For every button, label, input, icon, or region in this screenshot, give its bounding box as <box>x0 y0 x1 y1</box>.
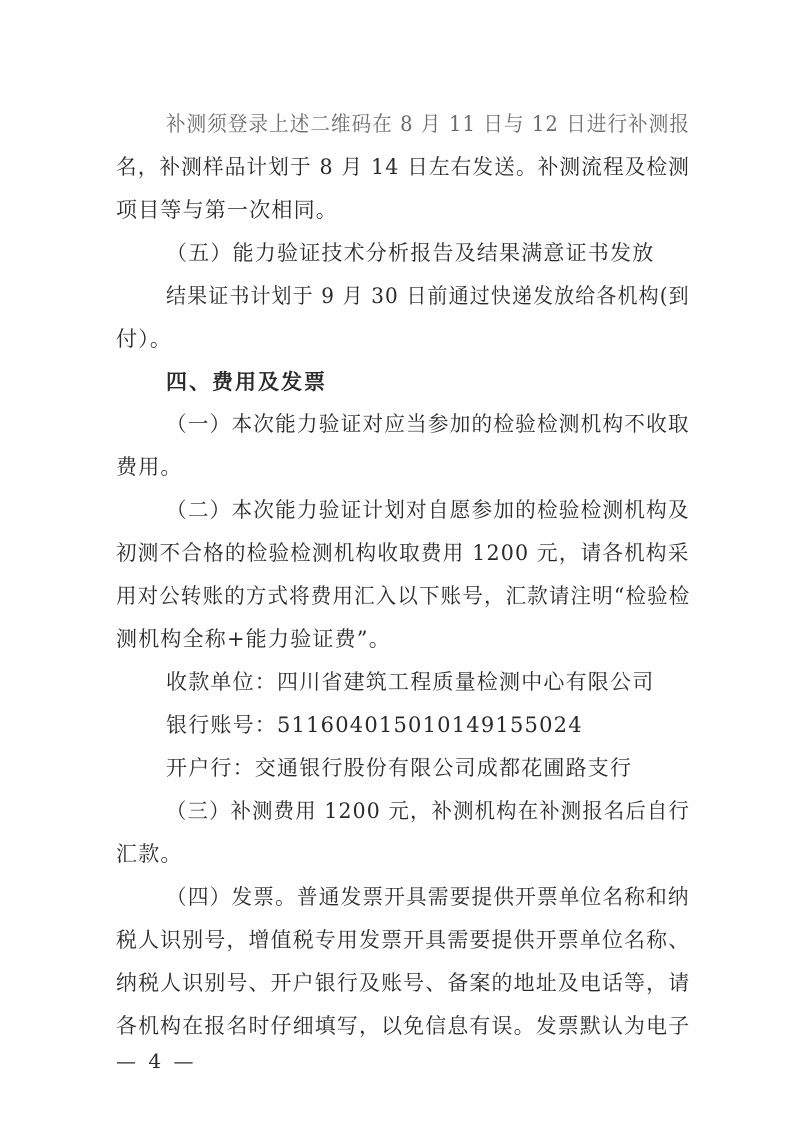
page-number: — 4 — <box>116 1049 197 1073</box>
text-line: 各机构在报名时仔细填写，以免信息有误。发票默认为电子 <box>116 1014 691 1038</box>
text-line: 补测须登录上述二维码在 8 月 11 日与 12 日进行补测报 <box>166 112 691 136</box>
text-line: 结果证书计划于 9 月 30 日前通过快递发放给各机构(到 <box>166 284 690 308</box>
text-line: （三）补测费用 1200 元，补测机构在补测报名后自行 <box>166 799 690 823</box>
text-line: （四）发票。普通发票开具需要提供开票单位名称和纳 <box>166 885 690 909</box>
bank-branch-line: 开户行：交通银行股份有限公司成都花圃路支行 <box>166 756 633 780</box>
text-line: 项目等与第一次相同。 <box>116 198 338 222</box>
text-line: 名，补测样品计划于 8 月 14 日左右发送。补测流程及检测 <box>116 155 691 179</box>
text-line: 付）。 <box>116 327 173 351</box>
text-line: （二）本次能力验证计划对自愿参加的检验检测机构及 <box>166 498 690 522</box>
section-heading: （五）能力验证技术分析报告及结果满意证书发放 <box>166 241 655 265</box>
text-line: （一）本次能力验证对应当参加的检验检测机构不收取 <box>166 412 690 436</box>
text-line: 费用。 <box>116 455 183 479</box>
chapter-heading: 四、费用及发票 <box>166 369 327 394</box>
text-line: 测机构全称+能力验证费”。 <box>116 627 391 651</box>
text-line: 汇款。 <box>116 842 183 866</box>
text-line: 用对公转账的方式将费用汇入以下账号，汇款请注明“检验检 <box>116 584 691 608</box>
payee-line: 收款单位：四川省建筑工程质量检测中心有限公司 <box>166 670 655 694</box>
text-line: 初测不合格的检验检测机构收取费用 1200 元，请各机构采 <box>116 541 690 565</box>
text-line: 纳税人识别号、开户银行及账号、备案的地址及电话等，请 <box>116 971 691 995</box>
bank-account-line: 银行账号：51160401501014915502​4 <box>166 713 583 737</box>
text-line: 税人识别号，增值税专用发票开具需要提供开票单位名称、 <box>116 928 691 952</box>
